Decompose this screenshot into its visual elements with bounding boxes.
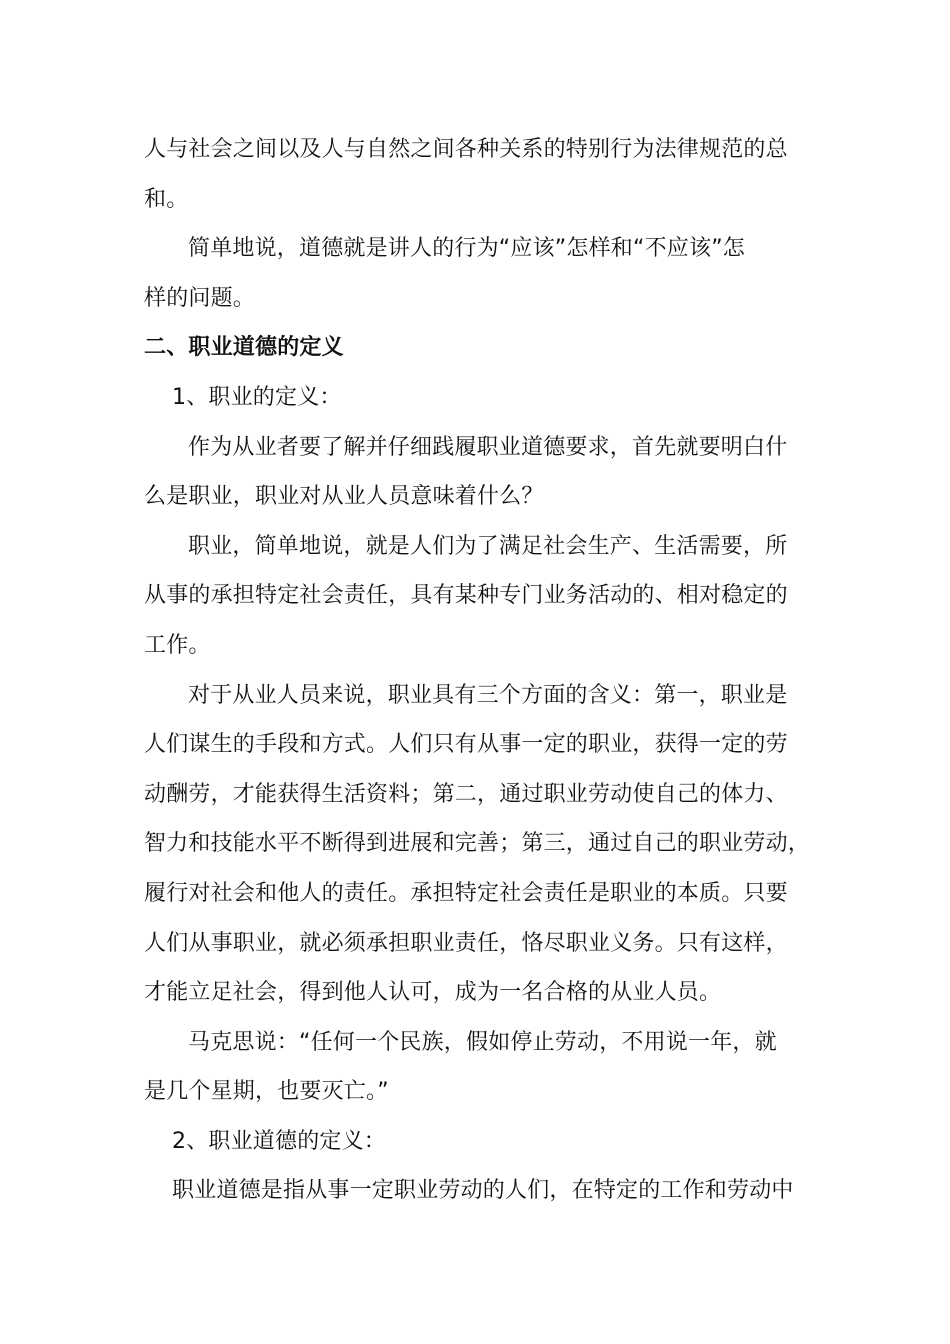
paragraph-line: 对于从业人员来说，职业具有三个方面的含义：第一，职业是 [188, 682, 788, 708]
paragraph-line: 才能立足社会，得到他人认可，成为一名合格的从业人员。 [144, 980, 722, 1006]
paragraph-line: 么是职业，职业对从业人员意味着什么？ [144, 484, 544, 510]
paragraph-line: 职业，简单地说，就是人们为了满足社会生产、生活需要，所 [188, 533, 788, 559]
paragraph-line: 和。 [144, 186, 189, 212]
quote-line: 是几个星期，也要灭亡。” [144, 1079, 389, 1105]
paragraph-line: 简单地说，道德就是讲人的行为“应该”怎样和“不应该”怎 [188, 236, 745, 262]
paragraph-line: 动酬劳，才能获得生活资料；第二，通过职业劳动使自己的体力、 [144, 781, 788, 807]
paragraph-line: 工作。 [144, 632, 211, 658]
section-heading: 二、职业道德的定义 [144, 335, 344, 361]
paragraph-line: 人们从事职业，就必须承担职业责任，恪尽职业义务。只有这样， [144, 930, 788, 956]
paragraph-line: 智力和技能水平不断得到进展和完善；第三，通过自己的职业劳动， [144, 831, 811, 857]
quote-line: 马克思说：“任何一个民族，假如停止劳动，不用说一年，就 [188, 1029, 777, 1055]
subsection-heading: 1、职业的定义： [172, 384, 342, 410]
body-text [144, 125, 811, 1216]
paragraph-line: 从事的承担特定社会责任，具有某种专门业务活动的、相对稳定的 [144, 583, 788, 609]
paragraph-line: 人们谋生的手段和方式。人们只有从事一定的职业，获得一定的劳 [144, 732, 788, 758]
subsection-heading: 2、职业道德的定义： [172, 1128, 386, 1154]
paragraph-line: 人与社会之间以及人与自然之间各种关系的特别行为法律规范的总 [144, 137, 788, 162]
paragraph-line: 职业道德是指从事一定职业劳动的人们，在特定的工作和劳动中 [172, 1178, 794, 1204]
paragraph-line: 样的问题。 [144, 285, 256, 311]
paragraph-line: 作为从业者要了解并仔细践履职业道德要求，首先就要明白什 [188, 434, 788, 460]
paragraph-line: 履行对社会和他人的责任。承担特定社会责任是职业的本质。只要 [144, 880, 788, 906]
